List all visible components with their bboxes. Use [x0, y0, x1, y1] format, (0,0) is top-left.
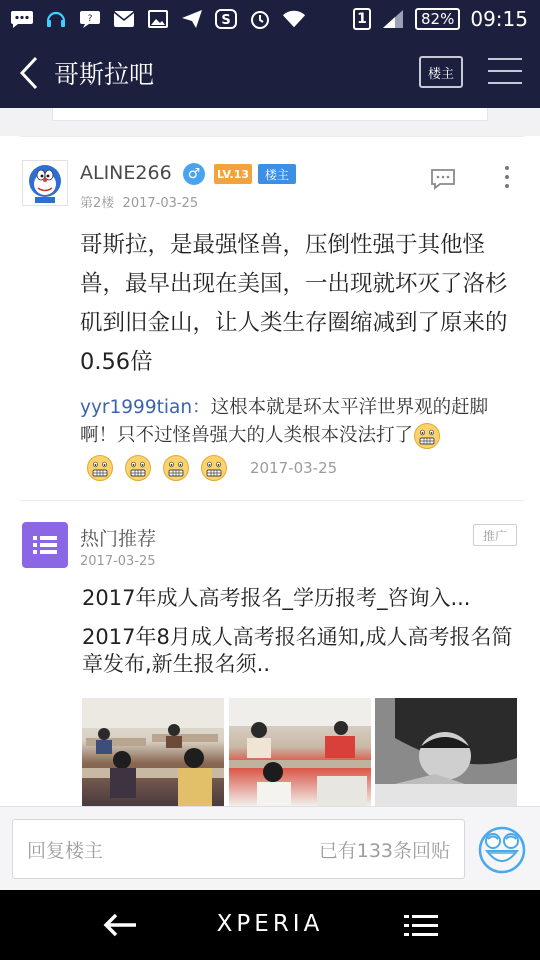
- reply-input[interactable]: [12, 819, 465, 879]
- avatar[interactable]: [22, 160, 68, 206]
- ad-description[interactable]: 2017年8月成人高考报名通知,成人高考报名简章发布,新生报名须..: [82, 625, 513, 676]
- sub-reply-user[interactable]: yyr1999tian: [80, 397, 193, 418]
- recommend-title: 热门推荐: [80, 528, 157, 550]
- exam-photo-3: [375, 698, 517, 806]
- system-nav-bar: [0, 890, 540, 960]
- ad-image-student[interactable]: [375, 698, 517, 806]
- chat-bubble-icon: [10, 9, 34, 29]
- app-header: [0, 38, 540, 108]
- previous-post-card: [52, 108, 488, 121]
- page-title: 哥斯拉吧: [54, 60, 155, 89]
- recommend-icon: [22, 522, 68, 568]
- recommend-date: 2017-03-25: [80, 554, 156, 569]
- reply-placeholder: 回复楼主: [27, 839, 104, 862]
- menu-button[interactable]: [488, 58, 522, 86]
- grimace-emoji-icon: [86, 454, 114, 482]
- signal-icon: [381, 9, 405, 29]
- back-arrow-icon: [19, 56, 39, 90]
- grimace-emoji-icon: [162, 454, 190, 482]
- status-bar: [0, 0, 540, 38]
- headset-icon: [44, 9, 68, 29]
- grimace-emoji-icon: [413, 422, 441, 450]
- post-date: 2017-03-25: [122, 196, 199, 211]
- ad-tag[interactable]: 推广: [473, 524, 517, 546]
- ad-headline[interactable]: 2017年成人高考报名_学历报考_咨询入...: [82, 586, 471, 610]
- thread-content[interactable]: [0, 108, 540, 806]
- sim-indicator: 1: [353, 8, 371, 30]
- sub-reply-emoji-row: [86, 454, 337, 482]
- sub-reply-separator: ：: [192, 397, 211, 418]
- op-badge: 楼主: [258, 164, 296, 184]
- grimace-emoji-icon: [200, 454, 228, 482]
- svg-text:S: S: [221, 13, 231, 28]
- more-options-button[interactable]: [502, 164, 512, 190]
- level-badge: LV.13: [214, 164, 252, 184]
- exam-photo-1: [82, 698, 224, 806]
- comment-button[interactable]: [430, 168, 456, 188]
- post-body: 哥斯拉，是最强怪兽，压倒性强于其他怪兽，最早出现在美国，一出现就坏灭了洛杉矶到旧金山，让人类生存圈缩减到了原来的0.56倍: [80, 232, 508, 375]
- s-app-icon: [214, 9, 238, 29]
- male-icon: ♂: [183, 163, 205, 185]
- sub-reply-date: 2017-03-25: [250, 459, 338, 477]
- floor-info: [80, 192, 198, 211]
- image-icon: [146, 9, 170, 29]
- system-menu-button[interactable]: [404, 914, 438, 938]
- clock: 09:15: [470, 7, 528, 31]
- alarm-icon: [248, 9, 272, 29]
- reply-bar: [0, 806, 540, 890]
- ad-image-exam-hall[interactable]: [229, 698, 371, 806]
- device-brand: XPERIA: [216, 911, 324, 937]
- menu-icon: [488, 58, 522, 60]
- exam-photo-2: [229, 698, 371, 806]
- list-menu-icon: [404, 914, 438, 938]
- only-op-button[interactable]: 楼主: [419, 56, 463, 88]
- divider: [20, 500, 524, 501]
- emoji-button[interactable]: [475, 821, 529, 875]
- svg-text:?: ?: [87, 14, 93, 24]
- username[interactable]: ALINE266: [80, 162, 172, 184]
- mail-icon: [112, 9, 136, 29]
- message-icon: [78, 9, 102, 29]
- sub-reply-content: 这根本就是环太平洋世界观的赶脚啊！只不过怪兽强大的人类根本没法打了: [80, 397, 489, 446]
- divider: [20, 136, 524, 137]
- battery-indicator: 82%: [415, 8, 460, 30]
- reply-count: 已有133条回贴: [318, 839, 450, 862]
- comment-icon: [430, 168, 456, 190]
- smiley-emoji-icon: [475, 821, 529, 875]
- ad-image-classroom[interactable]: [82, 698, 224, 806]
- sub-reply-text: [80, 394, 520, 450]
- wifi-icon: [282, 9, 306, 29]
- floor-number: 第2楼: [80, 196, 115, 211]
- doraemon-avatar-icon: [23, 161, 67, 205]
- list-icon: [32, 534, 58, 556]
- back-button[interactable]: [4, 38, 54, 108]
- more-vertical-icon: [502, 164, 512, 190]
- grimace-emoji-icon: [124, 454, 152, 482]
- send-icon: [180, 9, 204, 29]
